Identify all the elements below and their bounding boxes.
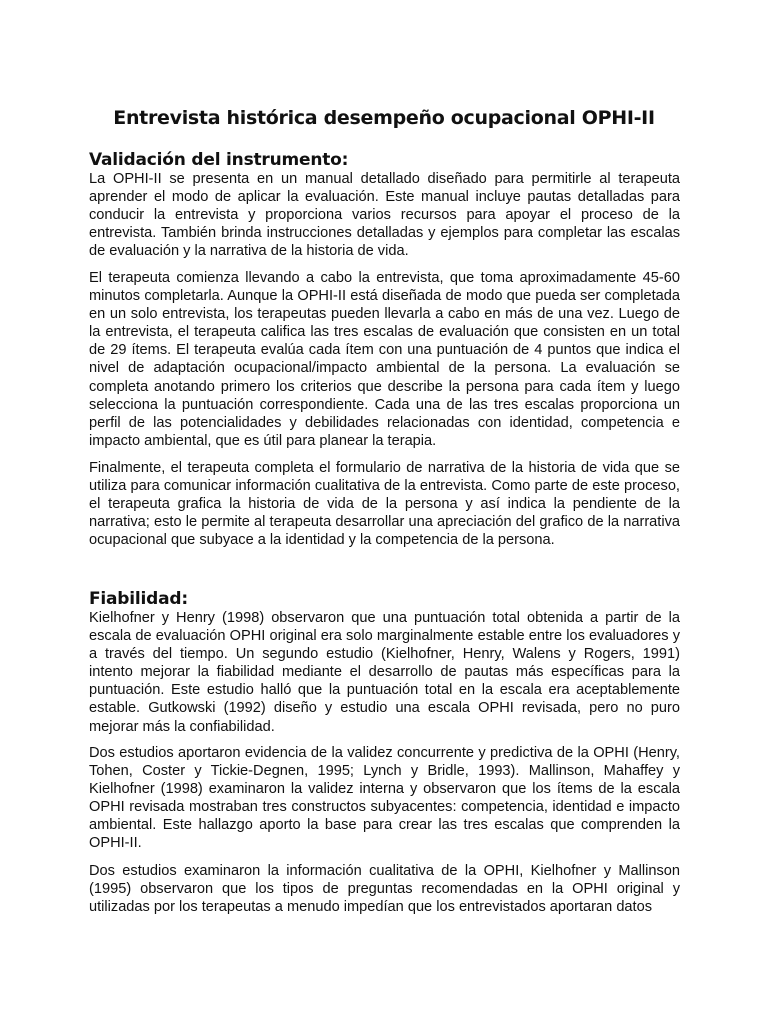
section-heading-validacion: Validación del instrumento: (89, 150, 349, 170)
paragraph: El terapeuta comienza llevando a cabo la entrevista, que toma aproximadamente 45-60 minutos completarla. Aunque la OPHI-II está diseñada de modo que pueda ser completada en un solo entrevista, los terapeutas pueden llevarla a cabo en más de una vez. Luego de la entrevista, el terapeuta califica las tres escalas de evaluación que consisten en un total de 29 ítems. El terapeuta evalúa cada ítem con una puntuación de 4 puntos que indica el nivel de adaptación ocupacional/impacto ambiental de la persona. La evaluación se completa anotando primero los criterios que describe la persona para cada ítem y luego selecciona la puntuación correspondiente. Cada una de las tres escalas proporciona un perfil de las potencialidades y debilidades relacionadas con identidad, competencia e impacto ambiental, que es útil para planear la terapia. (89, 270, 680, 449)
paragraph: Dos estudios examinaron la información cualitativa de la OPHI, Kielhofner y Mallinson (1995) observaron que los tipos de preguntas recomendadas en la OPHI original y utilizadas por los terapeutas a menudo impedían que los entrevistados aportaran datos (89, 863, 680, 916)
paragraph: Finalmente, el terapeuta completa el formulario de narrativa de la historia de vida que se utiliza para comunicar información cualitativa de la entrevista. Como parte de este proceso, el terapeuta grafica la historia de vida de la persona y así indica la pendiente de la narrativa; esto le permite al terapeuta desarrollar una apreciación del grafico de la narrativa ocupacional que subyace a la identidad y la competencia de la persona. (89, 460, 680, 549)
paragraph: Kielhofner y Henry (1998) observaron que una puntuación total obtenida a partir de la escala de evaluación OPHI original era solo marginalmente estable entre los evaluadores y a través del tiempo. Un segundo estudio (Kielhofner, Henry, Walens y Rogers, 1991) intento mejorar la fiabilidad mediante el desarrollo de pautas más específicas para la puntuación. Este estudio halló que la puntuación total en la escala era aceptablemente estable. Gutkowski (1992) diseño y estudio una escala OPHI revisada, pero no puro mejorar más la confiabilidad. (89, 610, 680, 735)
paragraph: La OPHI-II se presenta en un manual detallado diseñado para permitirle al terapeuta aprender el modo de aplicar la evaluación. Este manual incluye pautas detalladas para conducir la entrevista y proporciona varios recursos para apoyar el proceso de la entrevista. También brinda instrucciones detalladas y ejemplos para completar las escalas de evaluación y la narrativa de la historia de vida. (89, 171, 680, 260)
paragraph: Dos estudios aportaron evidencia de la validez concurrente y predictiva de la OPHI (Henry, Tohen, Coster y Tickie-Degnen, 1995; Lynch y Bridle, 1993). Mallinson, Mahaffey y Kielhofner (1998) examinaron la validez interna y observaron que los ítems de la escala OPHI revisada mostraban tres constructos subyacentes: competencia, identidad e impacto ambiental. Este hallazgo aporto la base para crear las tres escalas que comprenden la OPHI-II. (89, 745, 680, 852)
section-heading-fiabilidad: Fiabilidad: (89, 589, 188, 609)
document-title: Entrevista histórica desempeño ocupacional OPHI-II (113, 107, 655, 129)
